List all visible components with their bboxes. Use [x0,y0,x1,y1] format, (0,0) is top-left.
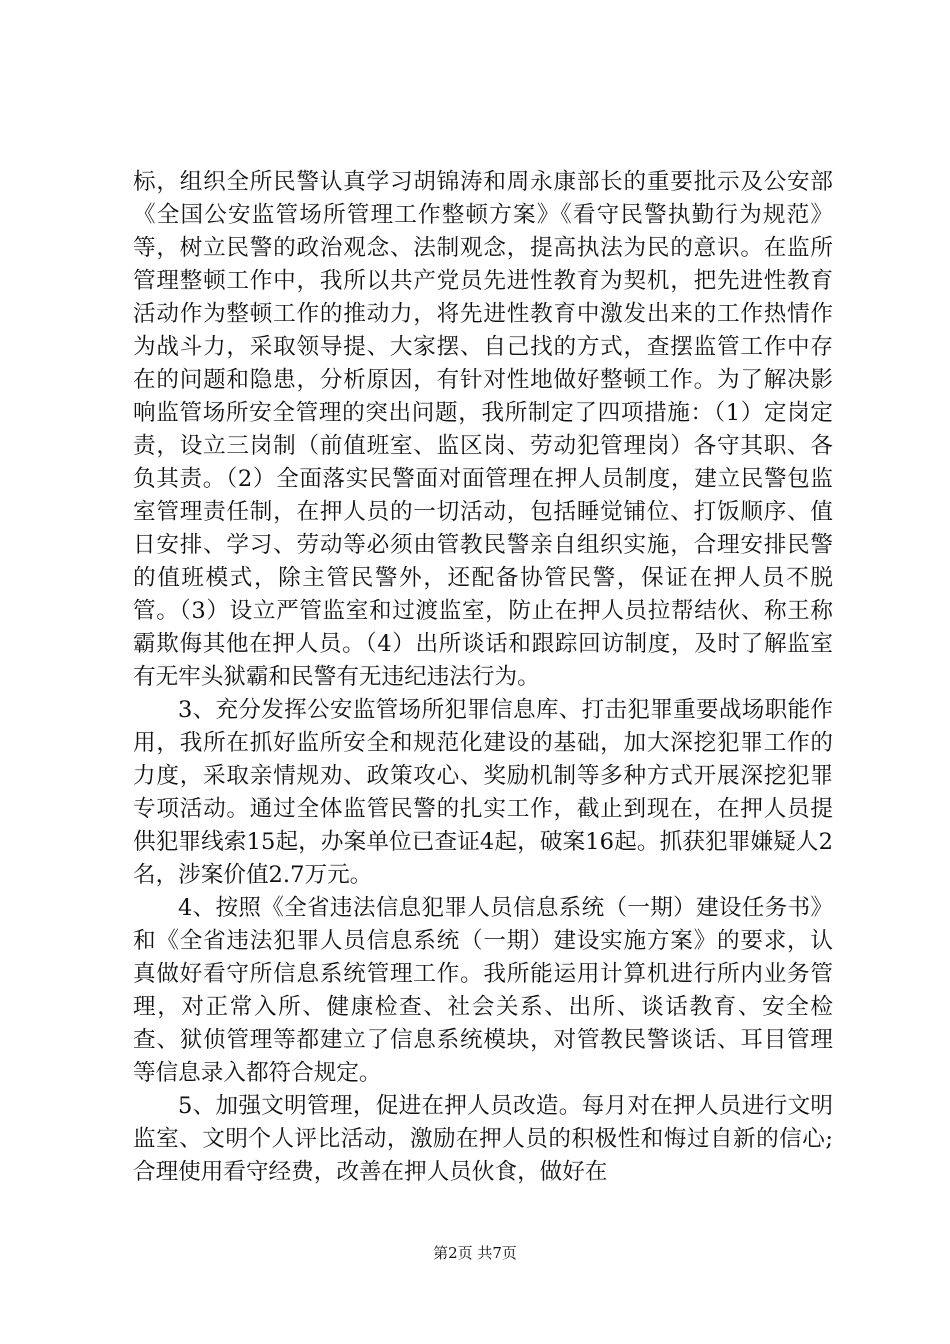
document-body [133,166,833,1189]
paragraph-2: 3、充分发挥公安监管场所犯罪信息库、打击犯罪重要战场职能作用，我所在抓好监所安全和规范化建设的基础，加大深挖犯罪工作的力度，采取亲情规劝、政策攻心、奖励机制等多种方式开展深挖犯罪专项活动。通过全体监管民警的扎实工作，截止到现在，在押人员提供犯罪线索15起，办案单位已查证4起，破案16起。抓获犯罪嫌疑人2名，涉案价值2.7万元。 [133,697,833,888]
page-number-footer: 第2页 共7页 [433,1244,517,1262]
paragraph-1: 标，组织全所民警认真学习胡锦涛和周永康部长的重要批示及公安部《全国公安监管场所管理工作整顿方案》《看守民警执勤行为规范》等，树立民警的政治观念、法制观念，提高执法为民的意识。在监所管理整顿工作中，我所以共产党员先进性教育为契机，把先进性教育活动作为整顿工作的推动力，将先进性教育中激发出来的工作热情作为战斗力，采取领导提、大家摆、自己找的方式，查摆监管工作中存在的问题和隐患，分析原因，有针对性地做好整顿工作。为了解决影响监管场所安全管理的突出问题，我所制定了四项措施：（1）定岗定责，设立三岗制（前值班室、监区岗、劳动犯管理岗）各守其职、各负其责。（2）全面落实民警面对面管理在押人员制度，建立民警包监室管理责任制，在押人员的一切活动，包括睡觉铺位、打饭顺序、值日安排、学习、劳动等必须由管教民警亲自组织实施，合理安排民警的值班模式，除主管民警外，还配备协管民警，保证在押人员不脱管。（3）设立严管监室和过渡监室，防止在押人员拉帮结伙、称王称霸欺侮其他在押人员。（4）出所谈话和跟踪回访制度，及时了解监室有无牢头狱霸和民警有无违纪违法行为。 [133,169,833,690]
paragraph-4: 5、加强文明管理，促进在押人员改造。每月对在押人员进行文明监室、文明个人评比活动，激励在押人员的积极性和悔过自新的信心;合理使用看守经费，改善在押人员伙食，做好在 [133,1093,833,1185]
paragraph-3: 4、按照《全省违法信息犯罪人员信息系统（一期）建设任务书》和《全省违法犯罪人员信息系统（一期）建设实施方案》的要求，认真做好看守所信息系统管理工作。我所能运用计算机进行所内业务管理，对正常入所、健康检查、社会关系、出所、谈话教育、安全检查、狱侦管理等都建立了信息系统模块，对管教民警谈话、耳目管理等信息录入都符合规定。 [133,895,833,1086]
